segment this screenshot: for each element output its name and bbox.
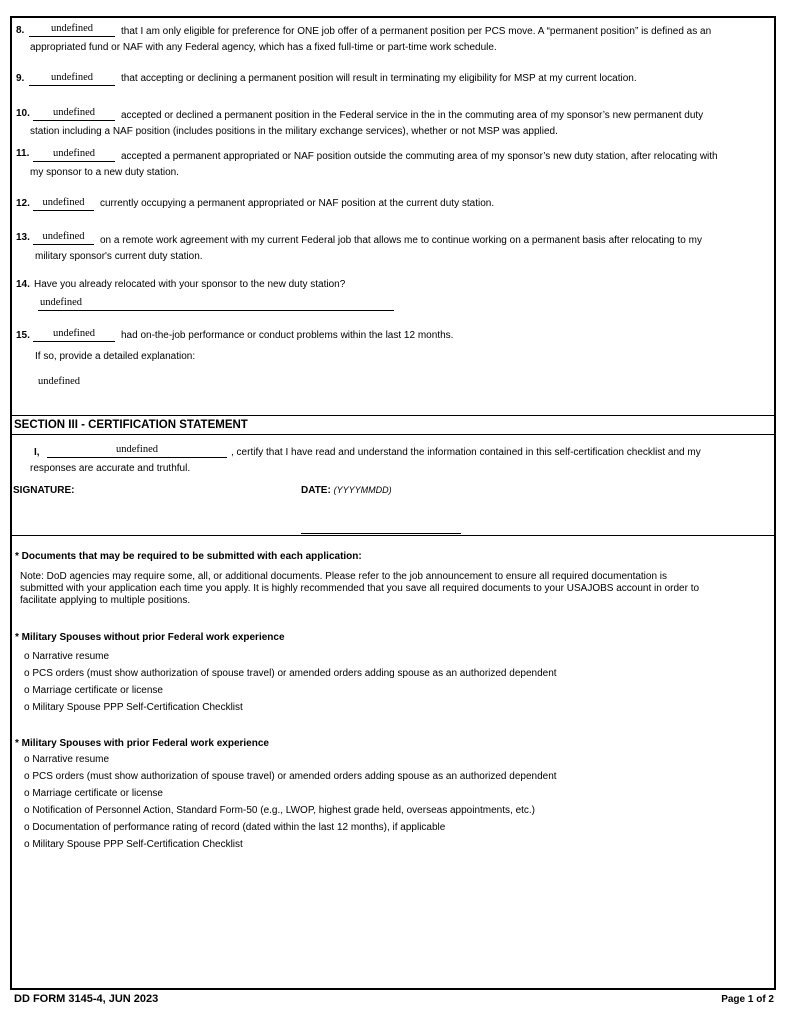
- item-12-text: currently occupying a permanent appropriated or NAF position at the current duty station.: [100, 198, 495, 209]
- item-10-text: accepted or declined a permanent position in the Federal service in the in the commuting area of my sponsor’s new permanent duty: [121, 110, 704, 121]
- section-divider: [10, 415, 776, 416]
- item-15-number: 15.: [16, 330, 30, 341]
- documents-note-line-1: Note: DoD agencies may require some, all, or additional documents. Please refer to the job announcement to ensure all required documentation is: [20, 571, 668, 582]
- group-2-item: o Military Spouse PPP Self-Certification Checklist: [24, 839, 243, 850]
- certify-text: , certify that I have read and understand the information contained in this self-certification checklist and my: [231, 447, 701, 458]
- certify-name-field[interactable]: undefined: [47, 444, 227, 458]
- section-divider: [10, 434, 776, 435]
- signature-label: SIGNATURE:: [13, 485, 75, 496]
- group-1-heading: * Military Spouses without prior Federal work experience: [15, 632, 285, 643]
- date-format: (YYYYMMDD): [333, 485, 392, 495]
- date-label: [301, 485, 392, 496]
- item-11-number: 11.: [16, 148, 30, 159]
- item-12-field[interactable]: undefined: [33, 197, 94, 211]
- group-2-item: o Notification of Personnel Action, Standard Form-50 (e.g., LWOP, highest grade held, overseas appointments, etc.): [24, 805, 536, 816]
- signature-field[interactable]: [12, 492, 292, 532]
- item-14-field[interactable]: undefined: [38, 297, 394, 311]
- group-2-item: o Marriage certificate or license: [24, 788, 163, 799]
- item-13-field[interactable]: undefined: [33, 231, 94, 245]
- group-2-heading: * Military Spouses with prior Federal work experience: [15, 738, 269, 749]
- item-14-number: 14.: [16, 279, 30, 290]
- item-8-number: 8.: [16, 25, 25, 36]
- documents-heading: * Documents that may be required to be submitted with each application:: [15, 551, 362, 562]
- certify-i-label: I,: [34, 447, 40, 458]
- date-field[interactable]: [301, 533, 461, 534]
- section-divider: [10, 535, 776, 536]
- group-1-item: o Narrative resume: [24, 651, 110, 662]
- item-8-text: that I am only eligible for preference for ONE job offer of a permanent position per PCS move. A “permanent position” is defined as an: [121, 26, 712, 37]
- documents-note-line-3: facilitate applying to multiple positions.: [20, 595, 191, 606]
- group-1-item: o Marriage certificate or license: [24, 685, 163, 696]
- group-2-item: o Documentation of performance rating of record (dated within the last 12 months), if applicable: [24, 822, 446, 833]
- item-13-number: 13.: [16, 232, 30, 243]
- item-10-number: 10.: [16, 108, 30, 119]
- item-11-field[interactable]: undefined: [33, 148, 115, 162]
- page-number: Page 1 of 2: [721, 994, 774, 1005]
- section-3-heading: SECTION III - CERTIFICATION STATEMENT: [14, 419, 248, 431]
- group-1-item: o Military Spouse PPP Self-Certification Checklist: [24, 702, 243, 713]
- item-15-explain-label: If so, provide a detailed explanation:: [35, 351, 196, 362]
- item-11-text: accepted a permanent appropriated or NAF position outside the commuting area of my sponsor’s new duty station, after relocating with: [121, 151, 718, 162]
- item-14-text: Have you already relocated with your sponsor to the new duty station?: [34, 279, 346, 290]
- group-2-item: o Narrative resume: [24, 754, 110, 765]
- item-9-text: that accepting or declining a permanent position will result in terminating my eligibility for MSP at my current location.: [121, 73, 637, 84]
- item-10-text-cont: station including a NAF position (includes positions in the military exchange services), whether or not MSP was applied.: [30, 126, 558, 137]
- item-13-text: on a remote work agreement with my current Federal job that allows me to continue working on a permanent basis after relocating to my: [100, 235, 702, 246]
- form-number: DD FORM 3145-4, JUN 2023: [14, 993, 159, 1005]
- documents-note: [20, 571, 760, 607]
- item-15-text: had on-the-job performance or conduct problems within the last 12 months.: [121, 330, 454, 341]
- item-9-number: 9.: [16, 73, 25, 84]
- item-15-explanation[interactable]: undefined: [38, 376, 80, 387]
- documents-note-line-2: submitted with your application each time you apply. It is highly recommended that you save all required documents to your USAJOBS account in order to: [20, 583, 700, 594]
- item-8-field[interactable]: undefined: [29, 23, 115, 37]
- item-15-field[interactable]: undefined: [33, 328, 115, 342]
- item-12-number: 12.: [16, 198, 30, 209]
- item-11-text-cont: my sponsor to a new duty station.: [30, 167, 179, 178]
- item-9-field[interactable]: undefined: [29, 72, 115, 86]
- date-label-text: DATE:: [301, 485, 331, 496]
- item-8-text-cont: appropriated fund or NAF with any Federal agency, which has a fixed full-time or part-time work schedule.: [30, 42, 497, 53]
- certify-text-cont: responses are accurate and truthful.: [30, 463, 191, 474]
- item-13-text-cont: military sponsor's current duty station.: [35, 251, 203, 262]
- group-2-item: o PCS orders (must show authorization of spouse travel) or amended orders adding spouse as an authorized dependent: [24, 771, 557, 782]
- item-10-field[interactable]: undefined: [33, 107, 115, 121]
- group-1-item: o PCS orders (must show authorization of spouse travel) or amended orders adding spouse as an authorized dependent: [24, 668, 557, 679]
